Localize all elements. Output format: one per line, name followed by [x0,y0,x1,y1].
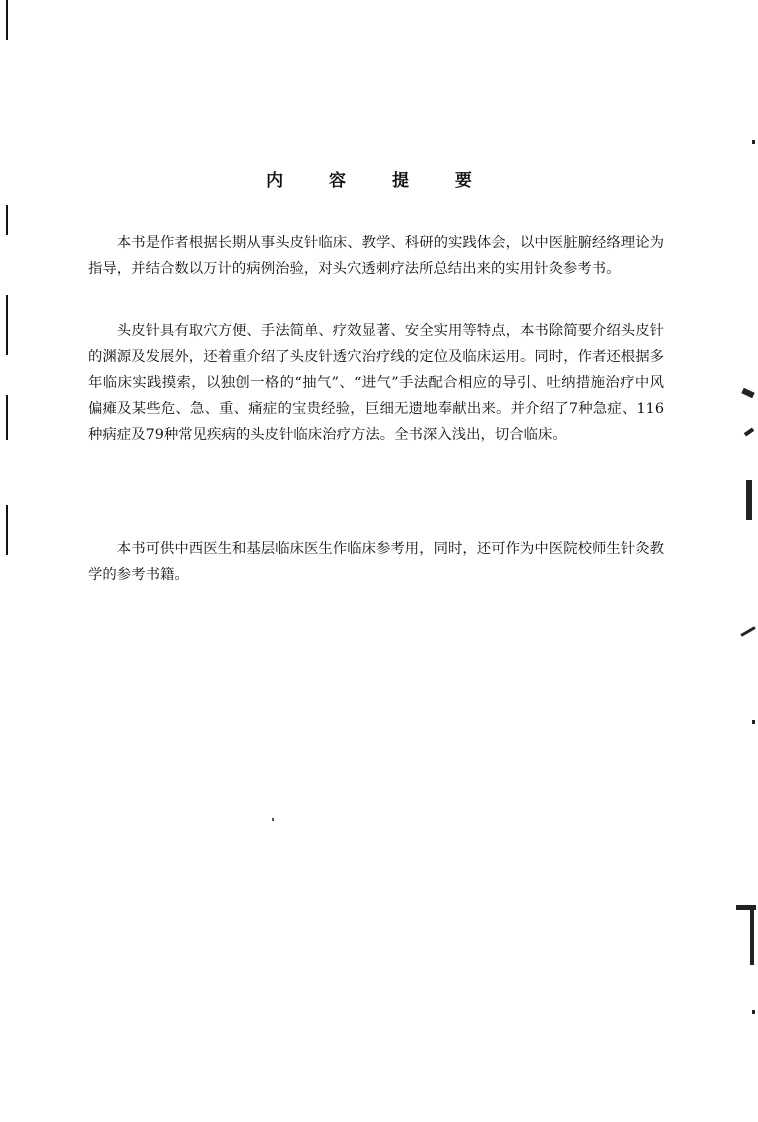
scan-edge-mark [6,0,8,40]
scan-edge-mark [740,626,755,637]
paragraph-2: 头皮针具有取穴方便、手法简单、疗效显著、安全实用等特点，本书除简要介绍头皮针的渊源及发展外，还着重介绍了头皮针透穴治疗线的定位及临床运用。同时，作者还根据多年临床实践摸索，以独创一格的“抽气”、“进气”手法配合相应的导引、吐纳措施治疗中风偏瘫及某些危、急、重、痛症的宝贵经验，巨细无遗地奉献出来。并介绍了7种急症、116种病症及79种常见疾病的头皮针临床治疗方法。全书深入浅出，切合临床。 [88,323,664,443]
scan-edge-mark [6,205,8,235]
scan-edge-mark [752,1010,755,1014]
scan-edge-mark [752,720,755,724]
paragraph-1: 本书是作者根据长期从事头皮针临床、教学、科研的实践体会，以中医脏腑经络理论为指导，并结合数以万计的病例治验，对头穴透刺疗法所总结出来的实用针灸参考书。 [88,235,664,277]
scan-edge-mark [752,140,755,144]
page-title: 内 容 提 要 [266,171,492,191]
scan-edge-mark [6,295,8,355]
scan-edge-mark [750,910,754,965]
scan-dust [272,818,274,821]
scan-edge-mark [744,427,754,436]
scan-edge-mark [746,480,752,520]
scan-edge-mark [741,388,754,399]
scan-edge-mark [6,505,8,555]
scan-edge-mark [6,395,8,440]
paragraph-3: 本书可供中西医生和基层临床医生作临床参考用，同时，还可作为中医院校师生针灸教学的参考书籍。 [88,541,664,583]
